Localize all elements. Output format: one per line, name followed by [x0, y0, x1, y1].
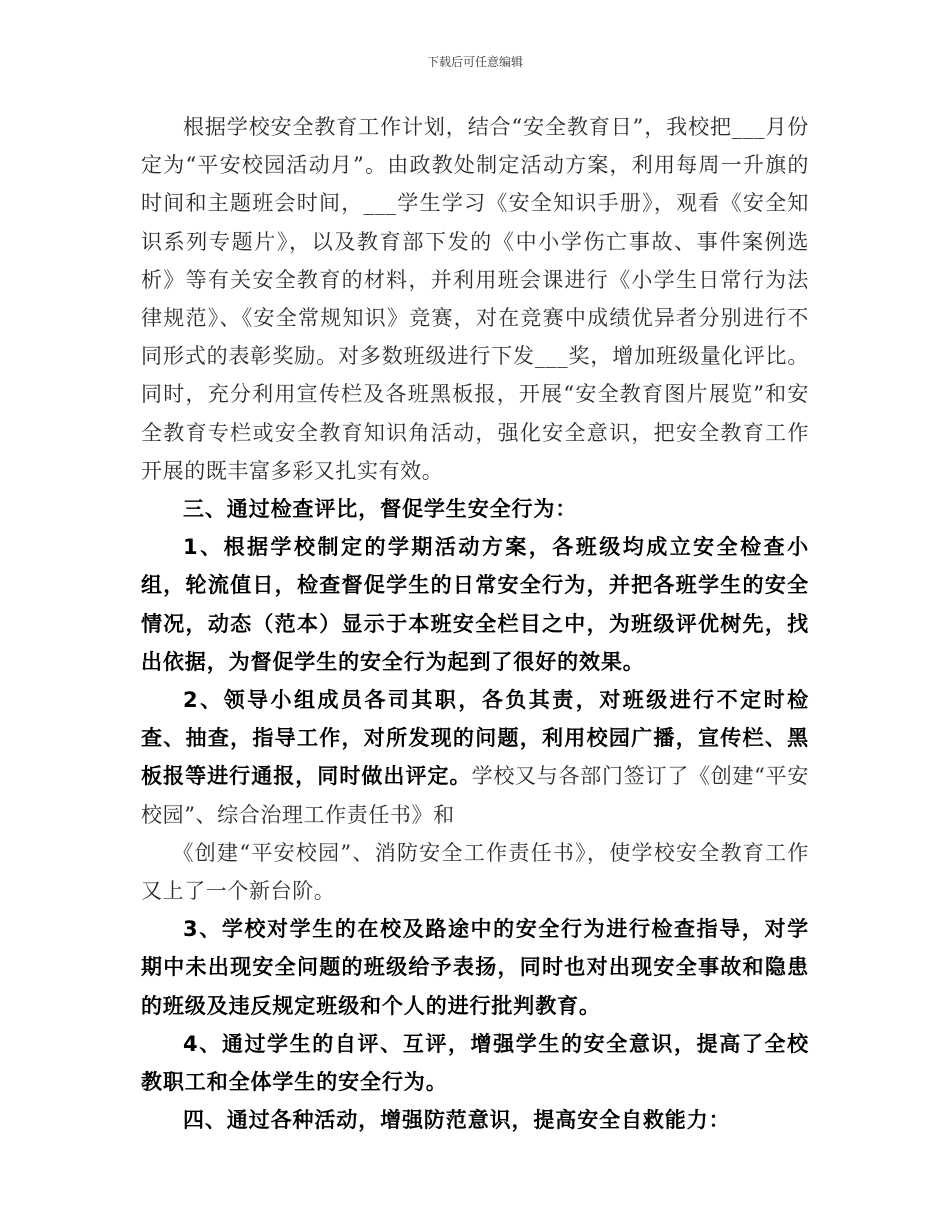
section-heading-3: 三、通过检查评比，督促学生安全行为：: [183, 497, 578, 522]
section-heading-4: 四、通过各种活动，增强防范意识，提高安全自救能力：: [183, 1108, 731, 1133]
list-item-2-normal-text: 学校又与各部门签订了《创建“平安校园”、综合治理工作责任书》和: [141, 764, 809, 827]
page-header: 下载后可任意编辑: [426, 55, 523, 69]
document-body: [141, 108, 809, 1139]
list-item-2-continuation: 《创建“平安校园”、消防安全工作责任书》，使学校安全教育工作又上了一个新台阶。: [141, 840, 809, 904]
paragraph-safety-month: 根据学校安全教育工作计划，结合“安全教育日”，我校把___月份定为“平安校园活动月”。由政教处制定活动方案，利用每周一升旗的时间和主题班会时间，___学生学习《安全知识手册》，观看《安全知识系列专题片》，以及教育部下发的《中小学伤亡事故、事件案例选析》等有关安全教育的材料，并利用班会课进行《小学生日常行为法律规范》、《安全常规知识》竞赛，对在竞赛中成绩优异者分别进行不同形式的表彰奖励。对多数班级进行下发___奖，增加班级量化评比。同时，充分利用宣传栏及各班黑板报，开展“安全教育图片展览”和安全教育专栏或安全教育知识角活动，强化安全意识，把安全教育工作开展的既丰富多彩又扎实有效。: [141, 115, 809, 483]
list-item-2-bold-text: 2、领导小组成员各司其职，各负其责，对班级进行不定时检查、抽查，指导工作，对所发现的问题，利用校园广播，宣传栏、黑板报等进行通报，同时做出评定。: [141, 688, 809, 789]
list-item-1: 1、根据学校制定的学期活动方案，各班级均成立安全检查小组，轮流值日，检查督促学生的日常安全行为，并把各班学生的安全情况，动态（范本）显示于本班安全栏目之中，为班级评优树先，找出依据，为督促学生的安全行为起到了很好的效果。: [141, 535, 809, 674]
list-item-4: 4、通过学生的自评、互评，增强学生的安全意识，提高了全校教职工和全体学生的安全行为。: [141, 1031, 809, 1095]
list-item-3: 3、学校对学生的在校及路途中的安全行为进行检查指导，对学期中未出现安全问题的班级给予表扬，同时也对出现安全事故和隐患的班级及违反规定班级和个人的进行批判教育。: [141, 917, 809, 1018]
list-item-2: [141, 681, 809, 834]
